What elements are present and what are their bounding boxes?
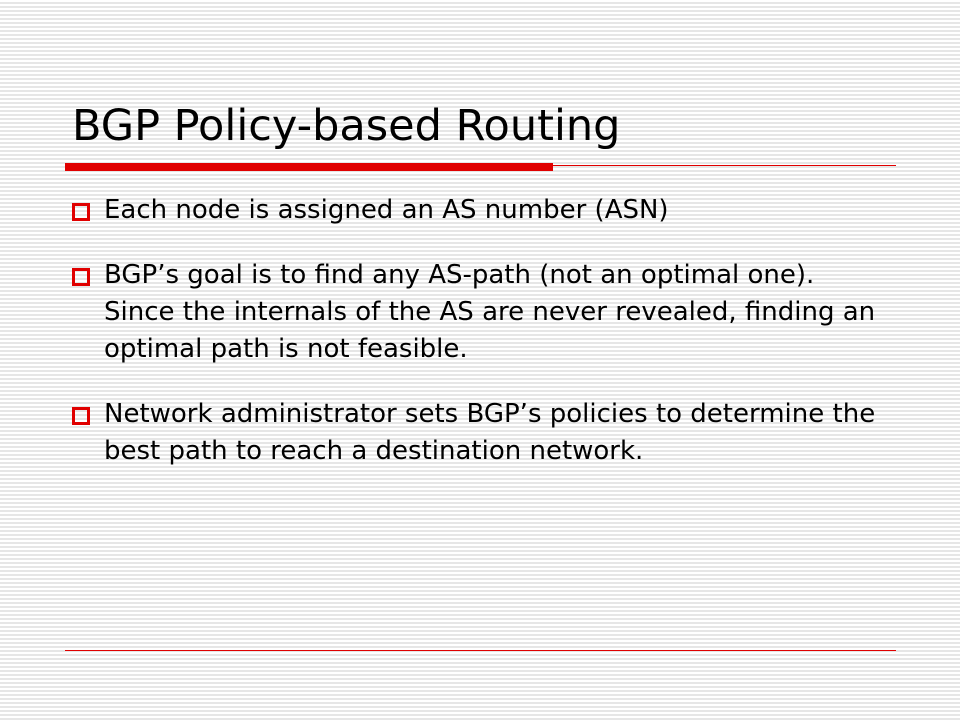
bullet-item (72, 396, 892, 470)
title-underline-bar (65, 163, 553, 171)
bullet-text: Each node is assigned an AS number (ASN) (104, 195, 669, 225)
footer-rule (65, 650, 896, 651)
bullet-list (72, 192, 892, 470)
bullet-item (72, 257, 892, 368)
square-bullet-icon (72, 407, 90, 425)
bullet-item (72, 192, 892, 229)
slide-title: BGP Policy-based Routing (72, 101, 621, 151)
square-bullet-icon (72, 203, 90, 221)
title-underline-rule (553, 165, 896, 166)
bullet-text: Network administrator sets BGP’s policies to determine the best path to reach a destination network. (104, 399, 876, 466)
square-bullet-icon (72, 268, 90, 286)
bullet-text: BGP’s goal is to find any AS-path (not an optimal one). Since the internals of the AS are never revealed, finding an optimal path is not feasible. (104, 260, 876, 364)
